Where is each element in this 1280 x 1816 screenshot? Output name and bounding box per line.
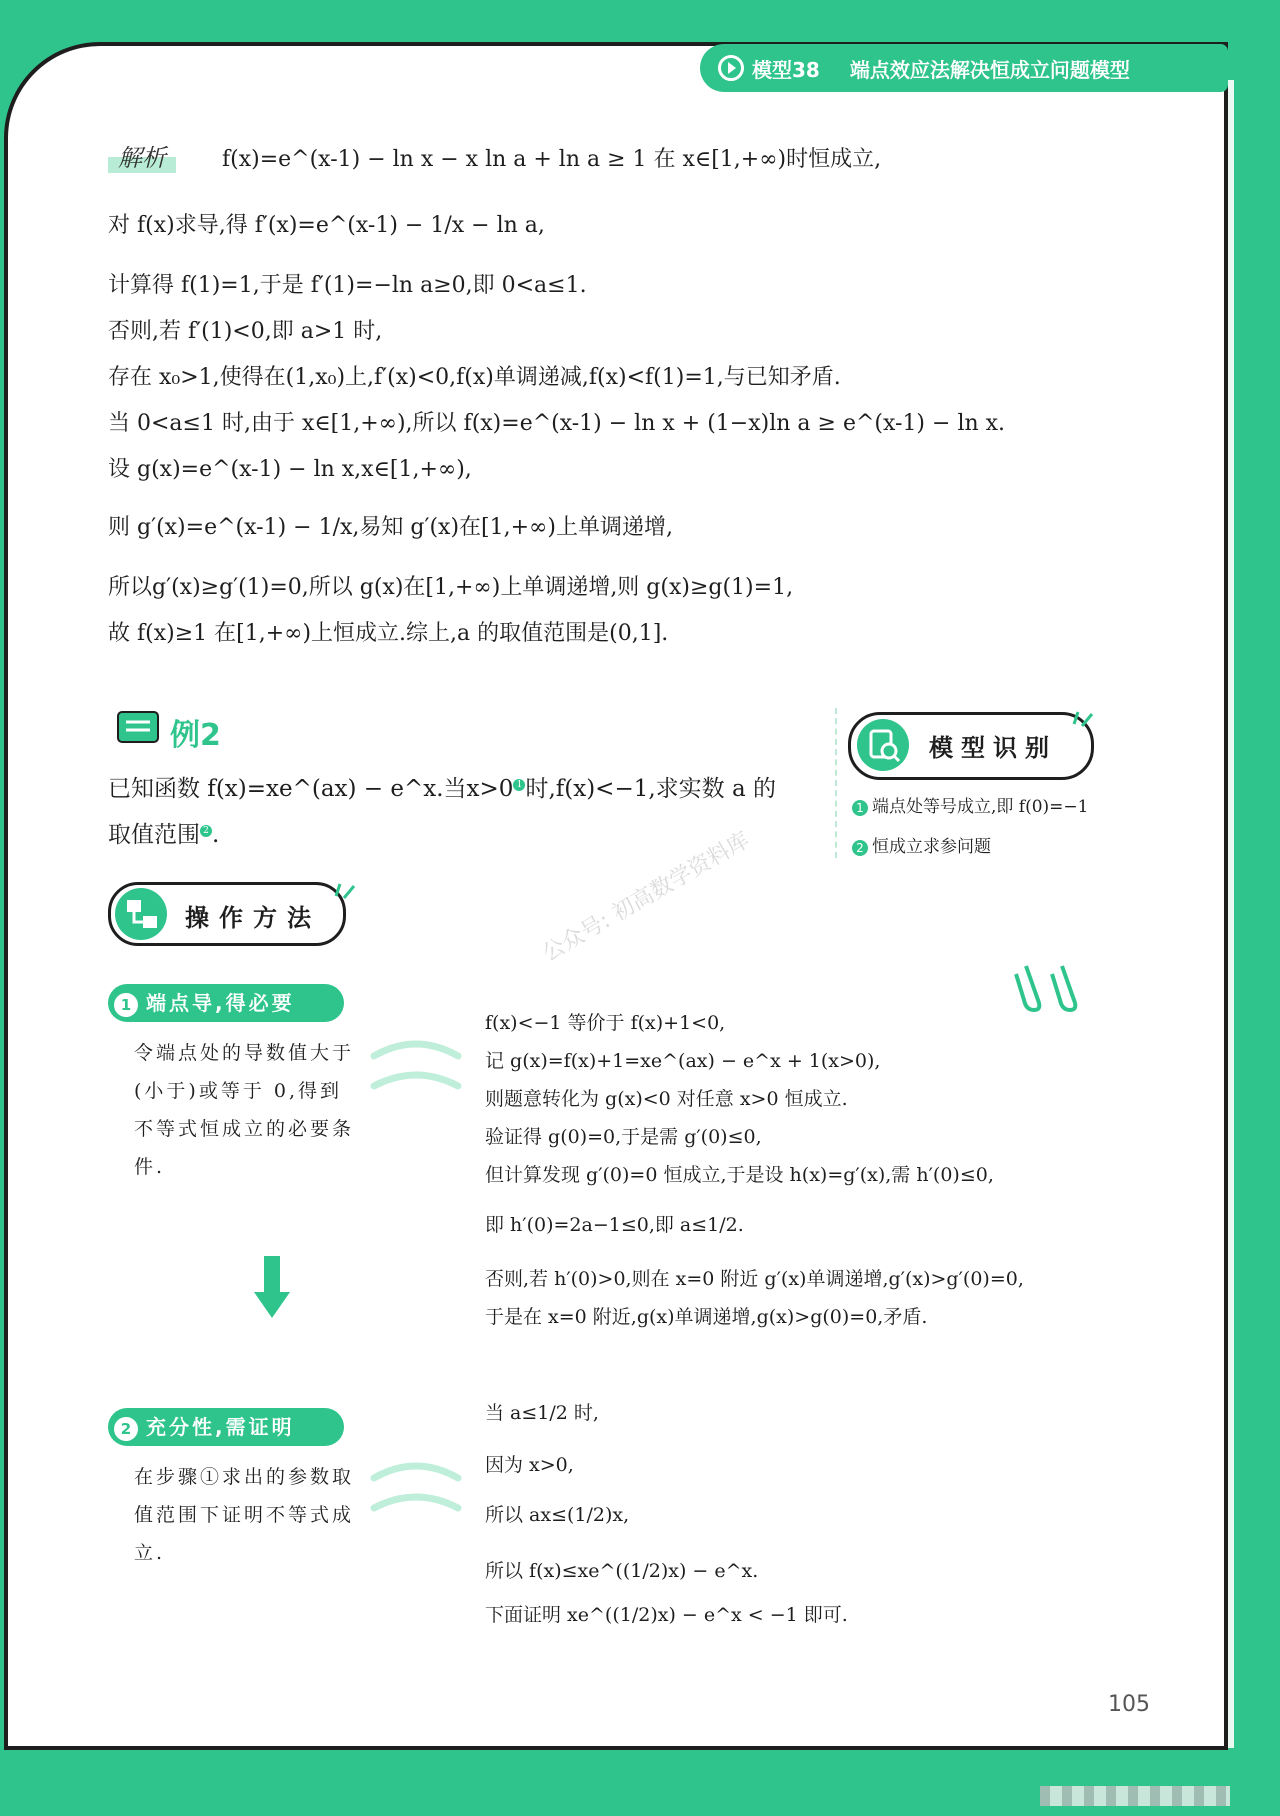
- swirl-decoration: [368, 1038, 464, 1098]
- model-title: 端点效应法解决恒成立问题模型: [849, 57, 1130, 82]
- step-number: 2: [114, 1417, 138, 1441]
- step2-line: 下面证明 xe^((1/2)x) − e^x < −1 即可.: [485, 1604, 848, 1626]
- example-problem-line1: 已知函数 f(x)=xe^(ax) − e^x.当x>0 1 时,f(x)<−1,求实数 a 的: [108, 776, 777, 802]
- ref-badge-1: 1: [513, 779, 525, 791]
- step2-line: 因为 x>0,: [485, 1454, 574, 1476]
- model-number: 模型38: [752, 57, 820, 82]
- model-note-1: 1 端点处等号成立,即 f(0)=−1: [852, 792, 1088, 817]
- solution-line: 对 f(x)求导,得 f′(x)=e^(x-1) − 1/x − ln a,: [108, 213, 545, 238]
- step1-line: 于是在 x=0 附近,g(x)单调递增,g(x)>g(0)=0,矛盾.: [485, 1306, 928, 1328]
- step2-line: 所以 f(x)≤xe^((1/2)x) − e^x.: [485, 1560, 759, 1582]
- magnifier-icon: [857, 719, 909, 771]
- step-title: 充分性,需证明: [146, 1415, 295, 1439]
- flowchart-icon: [115, 888, 167, 940]
- solution-line: 故 f(x)≥1 在[1,+∞)上恒成立.综上,a 的取值范围是(0,1].: [108, 621, 669, 646]
- step1-line: 则题意转化为 g(x)<0 对任意 x>0 恒成立.: [485, 1088, 848, 1110]
- step1-line: f(x)<−1 等价于 f(x)+1<0,: [485, 1012, 726, 1034]
- example-problem-line2: 取值范围 2 .: [108, 822, 220, 848]
- sparkle-icon: [1068, 704, 1098, 730]
- operation-method-title: 操作方法: [185, 904, 321, 932]
- divider: [835, 708, 839, 858]
- step-2-pill: [108, 1408, 344, 1446]
- solution-line: 设 g(x)=e^(x-1) − ln x,x∈[1,+∞),: [108, 457, 472, 482]
- step2-line: 所以 ax≤(1/2)x,: [485, 1504, 630, 1526]
- solution-line: 所以g′(x)≥g′(1)=0,所以 g(x)在[1,+∞)上单调递增,则 g(x)≥g(1)=1,: [108, 575, 794, 600]
- model-note-2: 2 恒成立求参问题: [852, 832, 991, 857]
- step1-line: 记 g(x)=f(x)+1=xe^(ax) − e^x + 1(x>0),: [485, 1050, 881, 1072]
- example-title: 例2: [170, 718, 221, 753]
- sparkle-icon: [330, 876, 360, 902]
- step1-line: 但计算发现 g′(0)=0 恒成立,于是设 h(x)=g′(x),需 h′(0)≤0,: [485, 1164, 994, 1186]
- step1-line: 验证得 g(0)=0,于是需 g′(0)≤0,: [485, 1126, 762, 1148]
- page-number: 105: [1108, 1692, 1150, 1717]
- notebook-icon: [114, 706, 164, 746]
- operation-method-box: [108, 882, 346, 946]
- solution-label: 解析: [108, 138, 176, 173]
- down-arrow-icon: [252, 1256, 292, 1320]
- step-number: 1: [114, 993, 138, 1017]
- step-title: 端点导,得必要: [146, 991, 295, 1015]
- swirl-decoration: [368, 1460, 464, 1520]
- step1-line: 否则,若 h′(0)>0,则在 x=0 附近 g′(x)单调递增,g′(x)>g′(0)=0,: [485, 1268, 1024, 1290]
- solution-line: 则 g′(x)=e^(x-1) − 1/x,易知 g′(x)在[1,+∞)上单调递增,: [108, 515, 673, 540]
- model-recognition-box: [848, 712, 1094, 780]
- step-2-description: 在步骤①求出的参数取值范围下证明不等式成立.: [134, 1466, 355, 1564]
- step-1-description: 令端点处的导数值大于(小于)或等于 0,得到不等式恒成立的必要条件.: [134, 1042, 355, 1178]
- model-recognition-title: 模型识别: [929, 734, 1057, 762]
- paperclip-icon: [1012, 960, 1092, 1016]
- solution-line: 当 0<a≤1 时,由于 x∈[1,+∞),所以 f(x)=e^(x-1) − ln x + (1−x)ln a ≥ e^(x-1) − ln x.: [108, 411, 1006, 436]
- step1-line: 即 h′(0)=2a−1≤0,即 a≤1/2.: [485, 1214, 744, 1236]
- chapter-header-tab: [700, 44, 1228, 92]
- solution-line: f(x)=e^(x-1) − ln x − x ln a + ln a ≥ 1 在 x∈[1,+∞)时恒成立,: [222, 147, 882, 172]
- step-1-pill: [108, 984, 344, 1022]
- play-icon: [718, 55, 744, 81]
- solution-line: 存在 x₀>1,使得在(1,x₀)上,f′(x)<0,f(x)单调递减,f(x)<f(1)=1,与已知矛盾.: [108, 365, 841, 390]
- watermark: 公众号: 初高数学资料库: [538, 827, 754, 967]
- step2-line: 当 a≤1/2 时,: [485, 1402, 599, 1424]
- ref-badge-2: 2: [200, 825, 212, 837]
- solution-line: 否则,若 f′(1)<0,即 a>1 时,: [108, 319, 383, 344]
- bottom-decoration: [1040, 1786, 1230, 1806]
- solution-line: 计算得 f(1)=1,于是 f′(1)=−ln a≥0,即 0<a≤1.: [108, 273, 587, 298]
